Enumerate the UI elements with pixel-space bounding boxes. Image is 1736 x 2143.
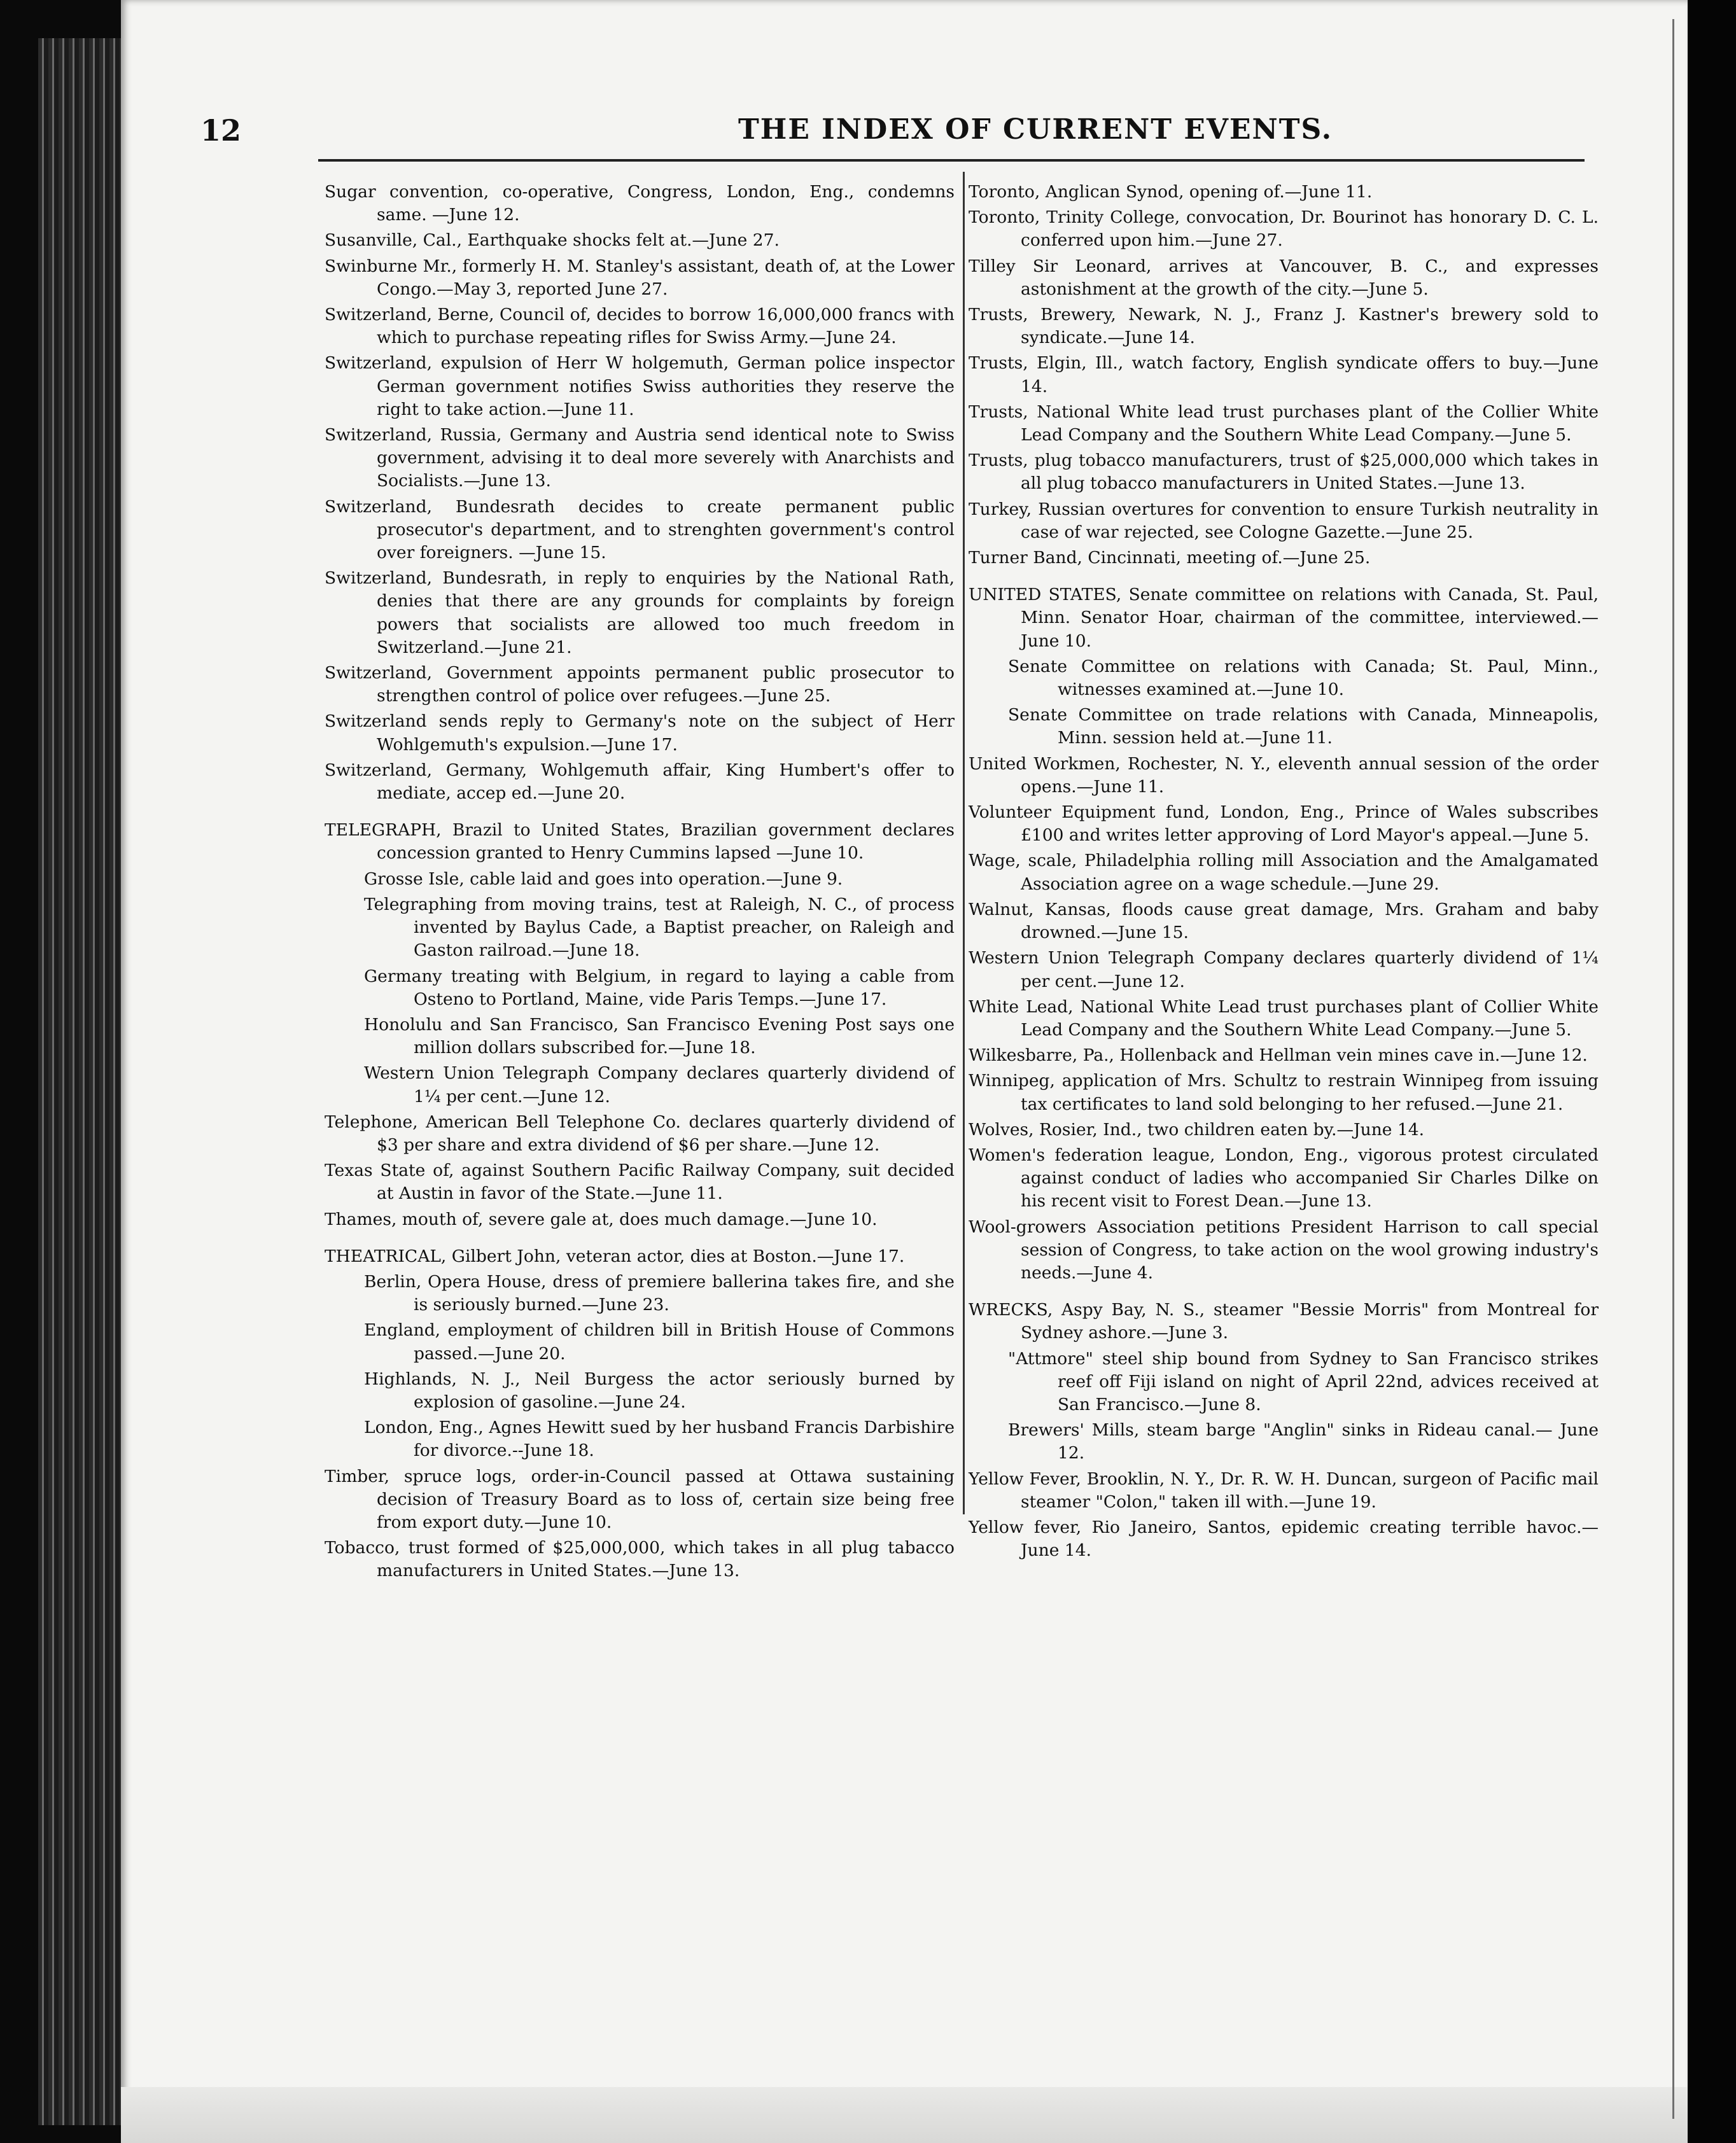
page-number: 12 [200, 113, 242, 148]
header-rule [318, 159, 1585, 162]
index-entry: Swinburne Mr., formerly H. M. Stanley's assistant, death of, at the Lower Congo.—May 3, reported June 27. [325, 256, 955, 299]
index-entry: Winnipeg, application of Mrs. Schultz to restrain Winnipeg from issuing tax certificates to land sold belonging to her refused.—June 21. [969, 1071, 1599, 1114]
index-entry: Switzerland sends reply to Germany's note on the subject of Herr Wohlgemuth's expulsion.—June 17. [325, 711, 955, 755]
index-entry: Switzerland, Germany, Wohlgemuth affair, King Humbert's offer to mediate, accep ed.—June 20. [325, 760, 955, 804]
index-column-left [325, 181, 955, 1586]
index-entry: Western Union Telegraph Company declares quarterly dividend of 1¼ per cent.—June 12. [969, 948, 1599, 991]
column-divider [963, 172, 965, 1514]
index-entry: White Lead, National White Lead trust purchases plant of Collier White Lead Company and the Southern White Lead Company.—June 5. [969, 996, 1599, 1040]
index-entry: Sugar convention, co-operative, Congress, London, Eng., condemns same. —June 12. [325, 182, 955, 225]
index-subentry: England, employment of children bill in British House of Commons passed.—June 20. [364, 1320, 955, 1364]
index-entry: Trusts, Elgin, Ill., watch factory, English syndicate offers to buy.—June 14. [969, 353, 1599, 396]
index-entry: Switzerland, Government appoints permanent public prosecutor to strengthen control of police over refugees.—June 25. [325, 663, 955, 706]
running-title: THE INDEX OF CURRENT EVENTS. [738, 113, 1333, 146]
index-entry: Trusts, National White lead trust purchases plant of the Collier White Lead Company and the Southern White Lead Company.—June 5. [969, 401, 1599, 445]
page-bottom-margin [121, 2087, 1688, 2143]
index-entry: Trusts, plug tobacco manufacturers, trust of $25,000,000 which takes in all plug tobacco manufacturers in United States.—June 13. [969, 450, 1599, 494]
index-entry: Wool-growers Association petitions President Harrison to call special session of Congress, to take action on the wool growing industry's needs.—June 4. [969, 1217, 1599, 1283]
index-section-entry: UNITED STATES, Senate committee on relations with Canada, St. Paul, Minn. Senator Hoar, chairman of the committee, interviewed.— June 10. [969, 585, 1599, 651]
index-subentry: Brewers' Mills, steam barge "Anglin" sinks in Rideau canal.— June 12. [1008, 1420, 1599, 1463]
index-entry: Wage, scale, Philadelphia rolling mill Association and the Amalgamated Association agree on a wage schedule.—June 29. [969, 851, 1599, 894]
index-entry: Toronto, Anglican Synod, opening of.—June 11. [969, 182, 1373, 202]
index-subentry: Germany treating with Belgium, in regard to laying a cable from Osteno to Portland, Maine, vide Paris Temps.—June 17. [364, 966, 955, 1009]
index-entry: United Workmen, Rochester, N. Y., eleventh annual session of the order opens.—June 11. [969, 753, 1599, 797]
index-subentry: "Attmore" steel ship bound from Sydney to San Francisco strikes reef off Fiji island on night of April 22nd, advices received at San Francisco.—June 8. [1008, 1348, 1599, 1414]
index-section-entry: WRECKS, Aspy Bay, N. S., steamer "Bessie Morris" from Montreal for Sydney ashore.—June 3. [969, 1300, 1599, 1343]
index-subentry: Honolulu and San Francisco, San Francisco Evening Post says one million dollars subscribed for.—June 18. [364, 1014, 955, 1058]
index-entry: Switzerland, Bundesrath decides to create permanent public prosecutor's department, and to strenghten government's control over foreigners. —June 15. [325, 496, 955, 563]
index-entry: Wilkesbarre, Pa., Hollenback and Hellman vein mines cave in.—June 12. [969, 1045, 1588, 1066]
index-entry: Tobacco, trust formed of $25,000,000, which takes in all plug tabacco manufacturers in United States.—June 13. [325, 1538, 955, 1581]
index-entry: Tilley Sir Leonard, arrives at Vancouver, B. C., and expresses astonishment at the growth of the city.—June 5. [969, 256, 1599, 299]
index-entry: Wolves, Rosier, Ind., two children eaten by.—June 14. [969, 1119, 1425, 1140]
index-entry: Switzerland, Bundesrath, in reply to enquiries by the National Rath, denies that there are any grounds for complaints by foreign powers that socialists are allowed too much freedom in Switzerland.—June 21. [325, 568, 955, 657]
index-entry: Texas State of, against Southern Pacific Railway Company, suit decided at Austin in favor of the State.—June 11. [325, 1161, 955, 1204]
index-entry: Switzerland, expulsion of Herr W holgemuth, German police inspector German government notifies Swiss authorities they reserve the right to take action.—June 11. [325, 353, 955, 419]
facing-page-edge [1672, 19, 1674, 2119]
index-entry: Telephone, American Bell Telephone Co. declares quarterly dividend of $3 per share and extra dividend of $6 per share.—June 12. [325, 1112, 955, 1155]
index-subentry: Western Union Telegraph Company declares quarterly dividend of 1¼ per cent.—June 12. [364, 1063, 955, 1106]
index-subentry: Telegraphing from moving trains, test at Raleigh, N. C., of process invented by Baylus Cade, a Baptist preacher, on Raleigh and Gaston railroad.—June 18. [364, 894, 955, 961]
index-subentry: London, Eng., Agnes Hewitt sued by her husband Francis Darbishire for divorce.--June 18. [364, 1418, 955, 1461]
index-entry: Turner Band, Cincinnati, meeting of.—June 25. [969, 548, 1371, 568]
index-entry: Women's federation league, London, Eng., vigorous protest circulated against conduct of ladies who accompanied Sir Charles Dilke on his recent visit to Forest Dean.—June 13. [969, 1145, 1599, 1211]
index-entry: Toronto, Trinity College, convocation, Dr. Bourinot has honorary D. C. L. conferred upon him.—June 27. [969, 207, 1599, 251]
index-entry: Timber, spruce logs, order-in-Council passed at Ottawa sustaining decision of Treasury Board as to loss of, certain size being free from export duty.—June 10. [325, 1466, 955, 1532]
index-section-entry: THEATRICAL, Gilbert John, veteran actor, dies at Boston.—June 17. [325, 1246, 905, 1266]
index-subentry: Grosse Isle, cable laid and goes into operation.—June 9. [364, 869, 843, 889]
index-subentry: Senate Committee on relations with Canada; St. Paul, Minn., witnesses examined at.—June 10. [1008, 656, 1599, 700]
index-entry: Turkey, Russian overtures for convention to ensure Turkish neutrality in case of war rejected, see Cologne Gazette.—June 25. [969, 499, 1599, 542]
index-entry: Volunteer Equipment fund, London, Eng., Prince of Wales subscribes £100 and writes letter approving of Lord Mayor's appeal.—June 5. [969, 802, 1599, 846]
index-entry: Walnut, Kansas, floods cause great damage, Mrs. Graham and baby drowned.—June 15. [969, 899, 1599, 943]
index-subentry: Berlin, Opera House, dress of premiere ballerina takes fire, and she is seriously burned.—June 23. [364, 1271, 955, 1315]
index-entry: Trusts, Brewery, Newark, N. J., Franz J. Kastner's brewery sold to syndicate.—June 14. [969, 305, 1599, 348]
index-section-entry: TELEGRAPH, Brazil to United States, Brazilian government declares concession granted to Henry Cummins lapsed —June 10. [325, 820, 955, 863]
index-subentry: Highlands, N. J., Neil Burgess the actor seriously burned by explosion of gasoline.—June 24. [364, 1369, 955, 1412]
index-entry: Switzerland, Berne, Council of, decides to borrow 16,000,000 francs with which to purchase repeating rifles for Swiss Army.—June 24. [325, 305, 955, 348]
scan-border-right [1688, 0, 1736, 2143]
index-entry: Switzerland, Russia, Germany and Austria send identical note to Swiss government, advising it to deal more severely with Anarchists and Socialists.—June 13. [325, 425, 955, 491]
index-subentry: Senate Committee on trade relations with Canada, Minneapolis, Minn. session held at.—June 11. [1008, 705, 1599, 748]
index-entry: Yellow Fever, Brooklin, N. Y., Dr. R. W. H. Duncan, surgeon of Pacific mail steamer "Colon," taken ill with.—June 19. [969, 1469, 1599, 1512]
index-entry: Yellow fever, Rio Janeiro, Santos, epidemic creating terrible havoc.— June 14. [969, 1517, 1599, 1561]
index-entry: Thames, mouth of, severe gale at, does much damage.—June 10. [325, 1209, 878, 1229]
index-entry: Susanville, Cal., Earthquake shocks felt at.—June 27. [325, 230, 780, 251]
book-binding-edges [38, 38, 121, 2125]
index-column-right [969, 181, 1599, 1565]
